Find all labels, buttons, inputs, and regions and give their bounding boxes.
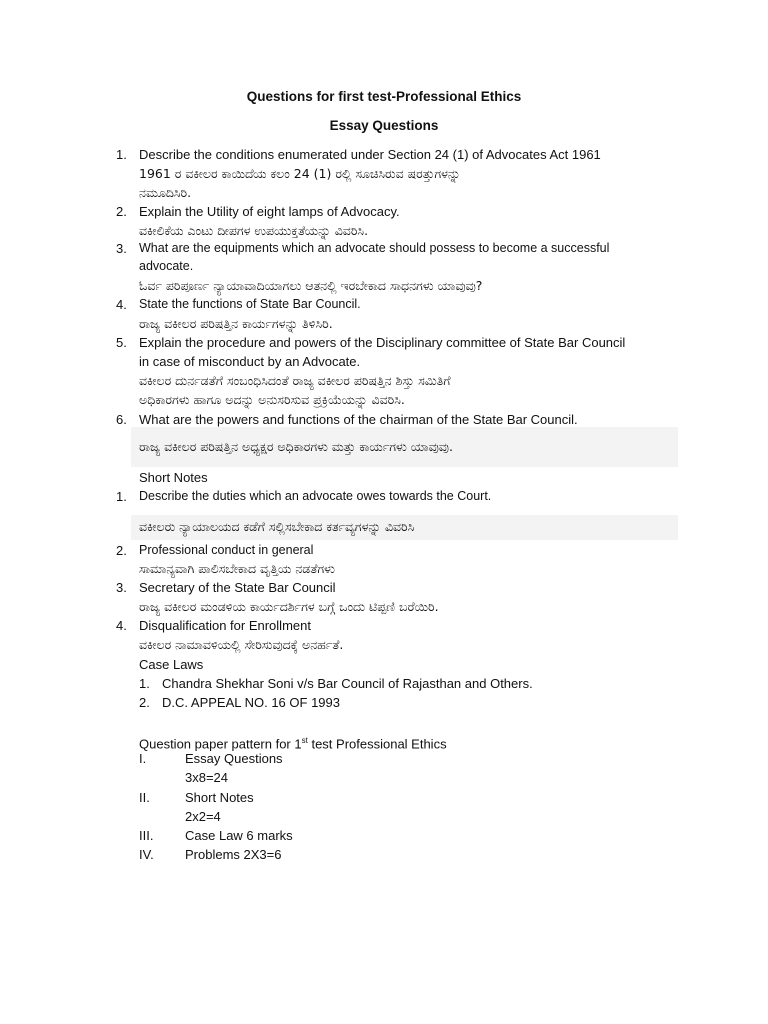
section-heading-essay: Essay Questions — [329, 118, 439, 133]
question-translation: ವಕೀಲರ ದುರ್ನಡತೆಗೆ ಸಂಬಂಧಿಸಿದಂತೆ ರಾಜ್ಯ ವಕೀಲರ ಪರಿಷತ್ತಿನ ಶಿಸ್ತು ಸಮಿತಿಗೆ — [139, 373, 451, 388]
question-translation: 1961 ರ ವಕೀಲರ ಕಾಯಿದೆಯ ಕಲಂ 24 (1) ರಲ್ಲಿ ಸೂಚಿಸಿರುವ ಷರತ್ತುಗಳನ್ನು — [139, 166, 461, 181]
pattern-heading-post: test Professional Ethics — [307, 736, 447, 752]
list-number: 2. — [116, 204, 127, 219]
question-text: Describe the conditions enumerated under Section 24 (1) of Advocates Act 1961 — [139, 147, 601, 162]
question-text: Disqualification for Enrollment — [139, 618, 311, 633]
pattern-heading-pre: Question paper pattern for 1 — [139, 736, 302, 752]
pattern-heading-sup: st — [301, 736, 308, 745]
roman-numeral: IV. — [139, 847, 154, 862]
question-translation: ರಾಜ್ಯ ವಕೀಲರ ಪರಿಷತ್ತಿನ ಕಾರ್ಯಗಳನ್ನು ತಿಳಿಸಿರಿ. — [139, 316, 333, 331]
list-number: 1. — [139, 676, 150, 691]
pattern-item-text: Case Law 6 marks — [185, 828, 293, 843]
case-law-text: Chandra Shekhar Soni v/s Bar Council of Rajasthan and Others. — [162, 676, 533, 691]
list-number: 1. — [116, 147, 127, 162]
question-text: State the functions of State Bar Council. — [139, 297, 361, 311]
case-law-text: D.C. APPEAL NO. 16 OF 1993 — [162, 695, 340, 710]
question-text: Explain the procedure and powers of the Disciplinary committee of State Bar Council — [139, 335, 626, 350]
pattern-heading — [139, 731, 447, 753]
document-title: Questions for first test-Professional Ethics — [246, 89, 522, 104]
question-text: Explain the Utility of eight lamps of Advocacy. — [139, 204, 400, 219]
question-text: What are the equipments which an advocate should possess to become a successful — [139, 241, 610, 255]
question-translation: ವಕೀಲಿಕೆಯ ಎಂಟು ದೀಪಗಳ ಉಪಯುಕ್ತತೆಯನ್ನು ವಿವರಿಸಿ. — [139, 223, 369, 238]
question-text: Secretary of the State Bar Council — [139, 580, 336, 595]
pattern-item-detail: 2x2=4 — [185, 809, 221, 824]
pattern-item-text: Problems 2X3=6 — [185, 847, 282, 862]
question-text: in case of misconduct by an Advocate. — [139, 354, 361, 369]
question-text: What are the powers and functions of the chairman of the State Bar Council. — [139, 412, 578, 427]
question-translation: ಓರ್ವ ಪರಿಪೂರ್ಣ ನ್ಯಾಯಾವಾದಿಯಾಗಲು ಆತನಲ್ಲಿ ಇರಬೇಕಾದ ಸಾಧನಗಳು ಯಾವುವು? — [139, 278, 483, 293]
question-text: Describe the duties which an advocate owes towards the Court. — [139, 489, 492, 503]
list-number: 2. — [116, 543, 127, 558]
roman-numeral: III. — [139, 828, 154, 843]
list-number: 3. — [116, 241, 127, 256]
list-number: 2. — [139, 695, 150, 710]
question-translation: ರಾಜ್ಯ ವಕೀಲರ ಪರಿಷತ್ತಿನ ಅಧ್ಯಕ್ಷರ ಅಧಿಕಾರಗಳು ಮತ್ತು ಕಾರ್ಯಗಳು ಯಾವುವು. — [139, 439, 453, 454]
pattern-item-text: Short Notes — [185, 790, 254, 805]
question-translation: ರಾಜ್ಯ ವಕೀಲರ ಮಂಡಳಿಯ ಕಾರ್ಯದರ್ಶಿಗಳ ಬಗ್ಗೆ ಒಂದು ಟಿಪ್ಪಣಿ ಬರೆಯಿರಿ. — [139, 599, 439, 614]
question-translation: ವಕೀಲರ ನಾಮಾವಳಿಯಲ್ಲಿ ಸೇರಿಸುವುದಕ್ಕೆ ಅನರ್ಹತೆ. — [139, 637, 344, 652]
list-number: 1. — [116, 489, 127, 504]
question-translation: ಅಧಿಕಾರಗಳು ಹಾಗೂ ಅದನ್ನು ಅನುಸರಿಸುವ ಪ್ರಕ್ರಿಯೆಯನ್ನು ವಿವರಿಸಿ. — [139, 392, 405, 407]
roman-numeral: I. — [139, 751, 147, 766]
question-text: advocate. — [139, 259, 194, 273]
question-translation: ನಮೂದಿಸಿರಿ. — [139, 185, 192, 200]
section-heading-short-notes: Short Notes — [139, 470, 208, 485]
list-number: 3. — [116, 580, 127, 595]
question-translation: ವಕೀಲರು ನ್ಯಾಯಾಲಯದ ಕಡೆಗೆ ಸಲ್ಲಿಸಬೇಕಾದ ಕರ್ತವ್ಯಗಳನ್ನು ವಿವರಿಸಿ — [139, 519, 415, 534]
list-number: 4. — [116, 297, 127, 312]
question-text: Professional conduct in general — [139, 543, 314, 557]
list-number: 6. — [116, 412, 127, 427]
question-translation: ಸಾಮಾನ್ಯವಾಗಿ ಪಾಲಿಸಬೇಕಾದ ವೃತ್ತಿಯ ನಡತೆಗಳು — [139, 561, 335, 576]
pattern-item-text: Essay Questions — [185, 751, 283, 766]
list-number: 4. — [116, 618, 127, 633]
list-number: 5. — [116, 335, 127, 350]
pattern-item-detail: 3x8=24 — [185, 770, 229, 785]
roman-numeral: II. — [139, 790, 150, 805]
section-heading-case-laws: Case Laws — [139, 657, 204, 672]
